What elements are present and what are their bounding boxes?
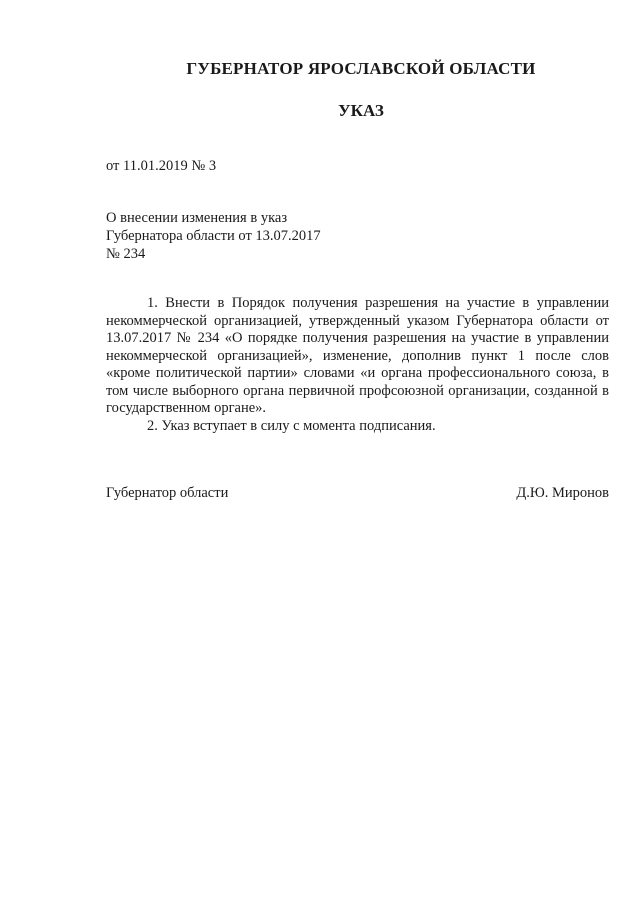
body-paragraph: 2. Указ вступает в силу с момента подписания. <box>147 417 436 434</box>
body-paragraph: 1. Внести в Порядок получения разрешения на участие в управлении некоммерческой организацией, утвержденный указом Губернатора области от 13.07.2017 № 234 «О порядке получения разрешения на участие в управлении некоммерческой организацией», изменение, дополнив пункт 1 после слов «кроме политической партии» словами «и органа профессионального союза, в том числе выборного органа первичной профсоюзной организации, созданной в государственном органе». <box>106 295 609 416</box>
subject-line: № 234 <box>106 246 146 262</box>
issuing-authority-title: ГУБЕРНАТОР ЯРОСЛАВСКОЙ ОБЛАСТИ <box>186 59 536 78</box>
document-subject <box>106 209 321 263</box>
document-type-heading: УКАЗ <box>338 101 384 120</box>
document-body <box>106 295 609 435</box>
signatory-position: Губернатор области <box>106 485 229 501</box>
signatory-name: Д.Ю. Миронов <box>516 485 609 501</box>
subject-line: Губернатора области от 13.07.2017 <box>106 228 321 244</box>
document-date-number: от 11.01.2019 № 3 <box>106 158 217 174</box>
subject-line: О внесении изменения в указ <box>106 210 288 226</box>
